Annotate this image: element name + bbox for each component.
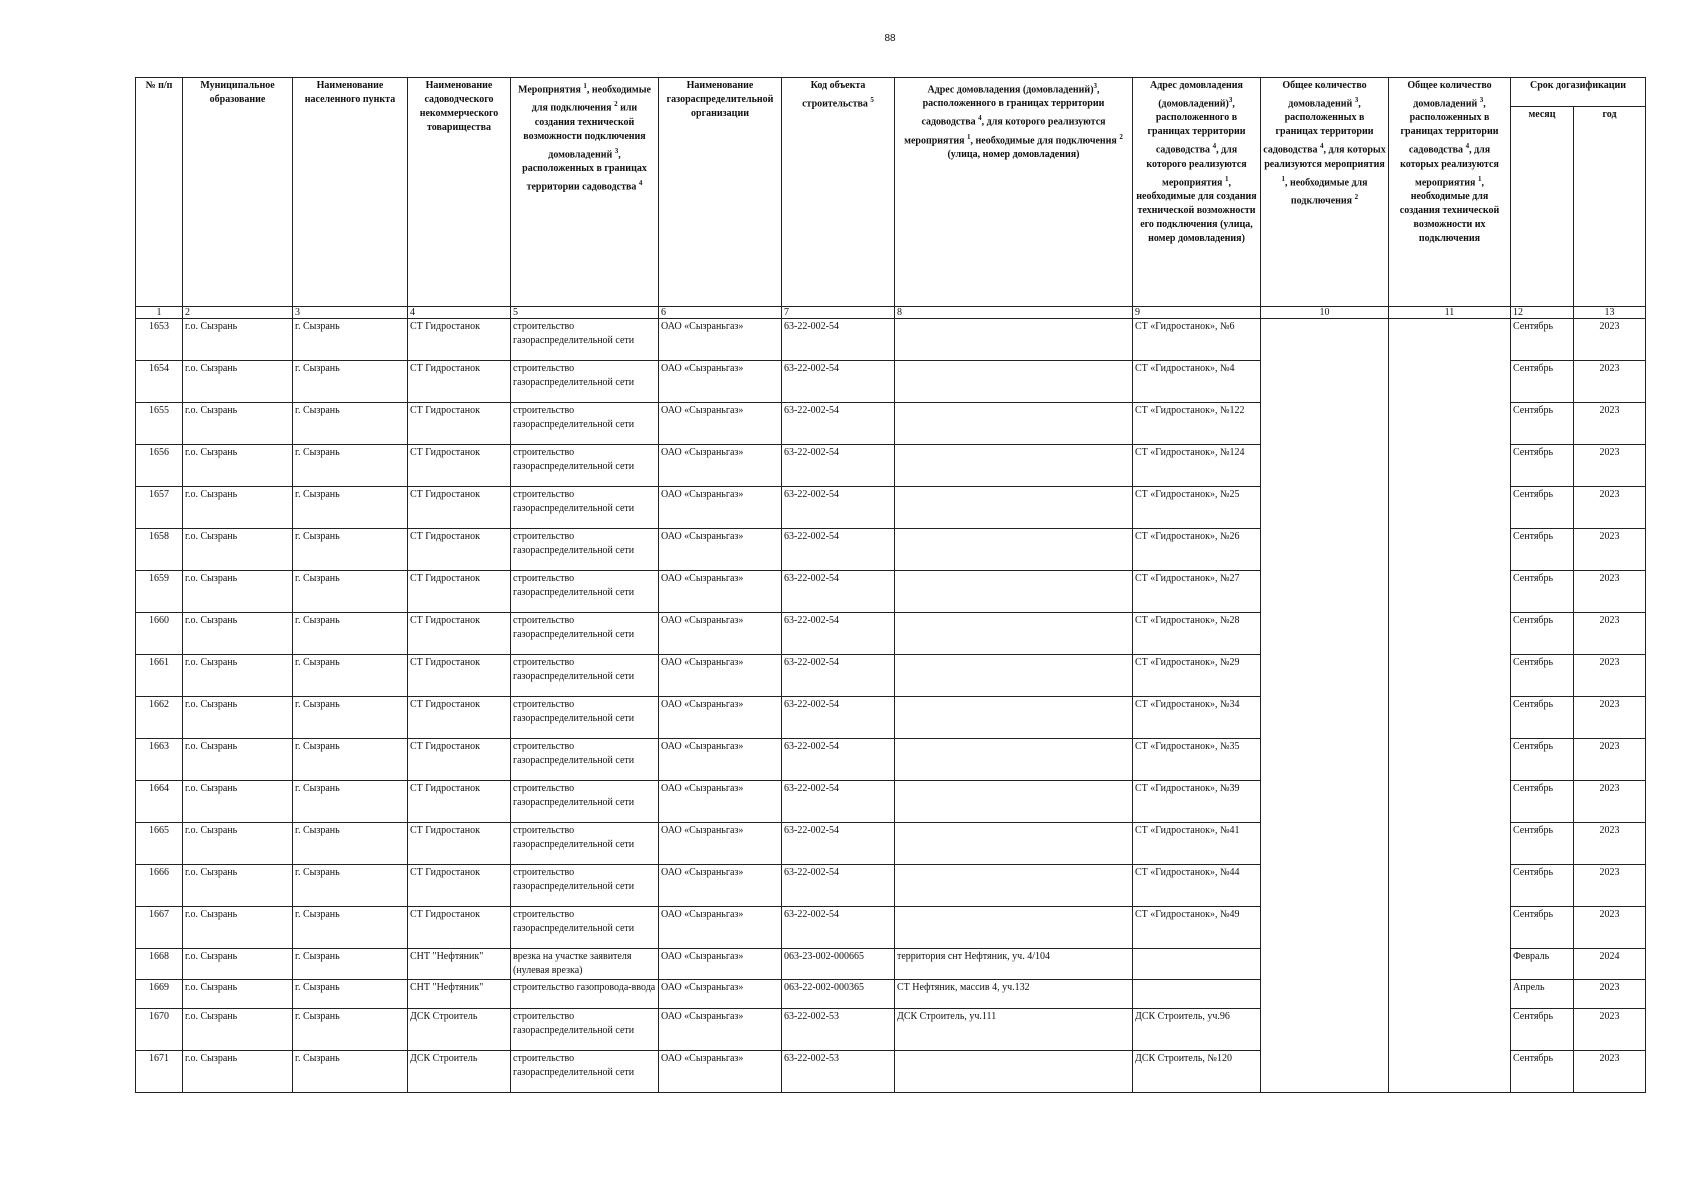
index-cell: 12 [1511,307,1574,319]
cell-municipality: г.о. Сызрань [183,613,293,655]
cell-row-number: 1658 [136,529,183,571]
cell-row-number: 1657 [136,487,183,529]
cell-object-code: 63-22-002-54 [782,403,895,445]
cell-technical-address: СТ «Гидростанок», №25 [1133,487,1261,529]
header-col-12: месяц [1511,107,1574,307]
cell-month: Сентябрь [1511,319,1574,361]
cell-settlement: г. Сызрань [293,823,408,865]
cell-connection-address [895,319,1133,361]
cell-municipality: г.о. Сызрань [183,529,293,571]
header-col-13: год [1574,107,1646,307]
cell-month: Сентябрь [1511,655,1574,697]
cell-row-number: 1671 [136,1051,183,1093]
cell-technical-address: СТ «Гидростанок», №44 [1133,865,1261,907]
cell-event-description: строительство газораспределительной сети [511,781,659,823]
cell-garden-partnership: СТ Гидростанок [408,361,511,403]
cell-municipality: г.о. Сызрань [183,361,293,403]
cell-technical-address: СТ «Гидростанок», №39 [1133,781,1261,823]
index-row [136,307,1646,319]
cell-municipality: г.о. Сызрань [183,571,293,613]
cell-garden-partnership: СТ Гидростанок [408,319,511,361]
cell-total-technical-count [1389,319,1511,1093]
cell-garden-partnership: ДСК Строитель [408,1009,511,1051]
cell-garden-partnership: СНТ "Нефтяник" [408,949,511,980]
cell-gas-organization: ОАО «Сызраньгаз» [659,361,782,403]
cell-event-description: строительство газораспределительной сети [511,403,659,445]
cell-technical-address: СТ «Гидростанок», №26 [1133,529,1261,571]
cell-garden-partnership: СТ Гидростанок [408,655,511,697]
cell-connection-address: ДСК Строитель, уч.111 [895,1009,1133,1051]
cell-year: 2023 [1574,403,1646,445]
cell-year: 2023 [1574,823,1646,865]
cell-object-code: 63-22-002-54 [782,571,895,613]
cell-event-description: строительство газораспределительной сети [511,739,659,781]
cell-total-connection-count [1261,319,1389,1093]
index-cell: 11 [1389,307,1511,319]
cell-garden-partnership: ДСК Строитель [408,1051,511,1093]
cell-month: Апрель [1511,980,1574,1009]
cell-garden-partnership: СТ Гидростанок [408,781,511,823]
cell-event-description: строительство газораспределительной сети [511,613,659,655]
cell-row-number: 1666 [136,865,183,907]
cell-settlement: г. Сызрань [293,697,408,739]
cell-gas-organization: ОАО «Сызраньгаз» [659,655,782,697]
cell-gas-organization: ОАО «Сызраньгаз» [659,949,782,980]
cell-settlement: г. Сызрань [293,361,408,403]
header-col-5: Мероприятия $^1$, необходимые для подключения $^2$ или создания технической возможности подключения домовладений $^3$, расположенных в границах территории садоводства $^4$ [511,78,659,307]
cell-gas-organization: ОАО «Сызраньгаз» [659,1009,782,1051]
cell-garden-partnership: СТ Гидростанок [408,823,511,865]
cell-technical-address: СТ «Гидростанок», №122 [1133,403,1261,445]
registry-table [135,77,1646,1093]
cell-year: 2023 [1574,865,1646,907]
cell-object-code: 63-22-002-53 [782,1051,895,1093]
cell-month: Сентябрь [1511,1051,1574,1093]
cell-month: Сентябрь [1511,613,1574,655]
cell-garden-partnership: СНТ "Нефтяник" [408,980,511,1009]
cell-event-description: строительство газораспределительной сети [511,1009,659,1051]
header-gasification-term: Срок догазификации [1511,78,1646,107]
cell-municipality: г.о. Сызрань [183,1009,293,1051]
cell-garden-partnership: СТ Гидростанок [408,739,511,781]
header-col-1: № п/п [136,78,183,307]
cell-month: Сентябрь [1511,781,1574,823]
cell-technical-address: СТ «Гидростанок», №29 [1133,655,1261,697]
cell-technical-address [1133,980,1261,1009]
cell-technical-address: СТ «Гидростанок», №27 [1133,571,1261,613]
cell-object-code: 63-22-002-54 [782,697,895,739]
cell-settlement: г. Сызрань [293,1009,408,1051]
cell-event-description: строительство газораспределительной сети [511,697,659,739]
page-number: 88 [884,33,896,44]
cell-event-description: строительство газораспределительной сети [511,445,659,487]
cell-object-code: 63-22-002-54 [782,613,895,655]
cell-event-description: строительство газораспределительной сети [511,319,659,361]
index-cell: 8 [895,307,1133,319]
cell-object-code: 63-22-002-54 [782,445,895,487]
cell-gas-organization: ОАО «Сызраньгаз» [659,487,782,529]
cell-connection-address [895,865,1133,907]
cell-gas-organization: ОАО «Сызраньгаз» [659,697,782,739]
cell-settlement: г. Сызрань [293,655,408,697]
cell-year: 2023 [1574,571,1646,613]
cell-municipality: г.о. Сызрань [183,739,293,781]
index-cell: 6 [659,307,782,319]
cell-municipality: г.о. Сызрань [183,403,293,445]
cell-connection-address [895,1051,1133,1093]
cell-gas-organization: ОАО «Сызраньгаз» [659,571,782,613]
table-body [136,319,1646,1093]
cell-row-number: 1653 [136,319,183,361]
cell-technical-address: ДСК Строитель, №120 [1133,1051,1261,1093]
index-cell: 1 [136,307,183,319]
cell-month: Сентябрь [1511,403,1574,445]
cell-settlement: г. Сызрань [293,403,408,445]
cell-month: Сентябрь [1511,571,1574,613]
cell-technical-address [1133,949,1261,980]
cell-garden-partnership: СТ Гидростанок [408,865,511,907]
cell-technical-address: СТ «Гидростанок», №28 [1133,613,1261,655]
cell-municipality: г.о. Сызрань [183,655,293,697]
cell-row-number: 1664 [136,781,183,823]
cell-month: Сентябрь [1511,487,1574,529]
cell-row-number: 1668 [136,949,183,980]
cell-object-code: 63-22-002-54 [782,781,895,823]
header-col-4: Наименование садоводческого некоммерческого товарищества [408,78,511,307]
cell-garden-partnership: СТ Гидростанок [408,613,511,655]
cell-municipality: г.о. Сызрань [183,823,293,865]
cell-year: 2023 [1574,697,1646,739]
cell-garden-partnership: СТ Гидростанок [408,529,511,571]
cell-municipality: г.о. Сызрань [183,781,293,823]
cell-settlement: г. Сызрань [293,1051,408,1093]
header-col-11: Общее количество домовладений $^3$, расположенных в границах территории садоводства $^4$, для которых реализуются мероприятия $^1$, необходимые для создания технической возможности их подключения [1389,78,1511,307]
cell-connection-address [895,403,1133,445]
cell-year: 2023 [1574,361,1646,403]
cell-month: Сентябрь [1511,1009,1574,1051]
cell-garden-partnership: СТ Гидростанок [408,403,511,445]
cell-technical-address: СТ «Гидростанок», №41 [1133,823,1261,865]
cell-year: 2023 [1574,613,1646,655]
cell-row-number: 1669 [136,980,183,1009]
cell-municipality: г.о. Сызрань [183,487,293,529]
cell-connection-address [895,571,1133,613]
header-col-7: Код объекта строительства $^5$ [782,78,895,307]
cell-row-number: 1660 [136,613,183,655]
cell-object-code: 63-22-002-54 [782,655,895,697]
cell-garden-partnership: СТ Гидростанок [408,907,511,949]
cell-event-description: строительство газораспределительной сети [511,823,659,865]
cell-municipality: г.о. Сызрань [183,445,293,487]
cell-month: Февраль [1511,949,1574,980]
cell-technical-address: СТ «Гидростанок», №49 [1133,907,1261,949]
cell-connection-address [895,361,1133,403]
header-col-3: Наименование населенного пункта [293,78,408,307]
cell-settlement: г. Сызрань [293,529,408,571]
cell-garden-partnership: СТ Гидростанок [408,571,511,613]
cell-settlement: г. Сызрань [293,781,408,823]
cell-object-code: 63-22-002-54 [782,907,895,949]
cell-connection-address: территория снт Нефтяник, уч. 4/104 [895,949,1133,980]
cell-technical-address: СТ «Гидростанок», №124 [1133,445,1261,487]
cell-month: Сентябрь [1511,361,1574,403]
cell-row-number: 1656 [136,445,183,487]
cell-object-code: 63-22-002-54 [782,361,895,403]
cell-event-description: строительство газораспределительной сети [511,487,659,529]
cell-object-code: 63-22-002-54 [782,823,895,865]
cell-municipality: г.о. Сызрань [183,1051,293,1093]
cell-year: 2023 [1574,1051,1646,1093]
header-row [136,78,1646,107]
cell-object-code: 063-22-002-000365 [782,980,895,1009]
cell-connection-address: СТ Нефтяник, массив 4, уч.132 [895,980,1133,1009]
cell-garden-partnership: СТ Гидростанок [408,445,511,487]
cell-event-description: строительство газопровода-ввода [511,980,659,1009]
cell-event-description: строительство газораспределительной сети [511,655,659,697]
cell-municipality: г.о. Сызрань [183,980,293,1009]
cell-gas-organization: ОАО «Сызраньгаз» [659,445,782,487]
cell-event-description: строительство газораспределительной сети [511,1051,659,1093]
cell-connection-address [895,445,1133,487]
cell-year: 2023 [1574,319,1646,361]
cell-object-code: 63-22-002-54 [782,319,895,361]
cell-object-code: 63-22-002-54 [782,487,895,529]
cell-year: 2024 [1574,949,1646,980]
cell-object-code: 63-22-002-53 [782,1009,895,1051]
cell-technical-address: СТ «Гидростанок», №4 [1133,361,1261,403]
cell-year: 2023 [1574,1009,1646,1051]
index-cell: 10 [1261,307,1389,319]
cell-settlement: г. Сызрань [293,907,408,949]
cell-year: 2023 [1574,739,1646,781]
cell-row-number: 1654 [136,361,183,403]
cell-gas-organization: ОАО «Сызраньгаз» [659,865,782,907]
cell-settlement: г. Сызрань [293,739,408,781]
cell-year: 2023 [1574,907,1646,949]
cell-technical-address: ДСК Строитель, уч.96 [1133,1009,1261,1051]
cell-row-number: 1662 [136,697,183,739]
cell-settlement: г. Сызрань [293,613,408,655]
cell-month: Сентябрь [1511,823,1574,865]
cell-event-description: врезка на участке заявителя (нулевая врезка) [511,949,659,980]
cell-gas-organization: ОАО «Сызраньгаз» [659,1051,782,1093]
cell-gas-organization: ОАО «Сызраньгаз» [659,529,782,571]
cell-garden-partnership: СТ Гидростанок [408,487,511,529]
cell-settlement: г. Сызрань [293,445,408,487]
cell-row-number: 1667 [136,907,183,949]
cell-connection-address [895,739,1133,781]
cell-year: 2023 [1574,980,1646,1009]
cell-gas-organization: ОАО «Сызраньгаз» [659,613,782,655]
cell-month: Сентябрь [1511,697,1574,739]
index-cell: 4 [408,307,511,319]
cell-settlement: г. Сызрань [293,319,408,361]
cell-year: 2023 [1574,781,1646,823]
cell-connection-address [895,487,1133,529]
cell-municipality: г.о. Сызрань [183,865,293,907]
header-col-2: Муниципальное образование [183,78,293,307]
cell-row-number: 1659 [136,571,183,613]
cell-settlement: г. Сызрань [293,949,408,980]
cell-row-number: 1655 [136,403,183,445]
cell-municipality: г.о. Сызрань [183,907,293,949]
cell-municipality: г.о. Сызрань [183,949,293,980]
table-row [136,319,1646,361]
cell-object-code: 63-22-002-54 [782,739,895,781]
cell-year: 2023 [1574,445,1646,487]
index-cell: 2 [183,307,293,319]
cell-event-description: строительство газораспределительной сети [511,865,659,907]
cell-connection-address [895,655,1133,697]
cell-settlement: г. Сызрань [293,571,408,613]
cell-event-description: строительство газораспределительной сети [511,529,659,571]
cell-gas-organization: ОАО «Сызраньгаз» [659,319,782,361]
cell-gas-organization: ОАО «Сызраньгаз» [659,907,782,949]
cell-event-description: строительство газораспределительной сети [511,361,659,403]
cell-gas-organization: ОАО «Сызраньгаз» [659,823,782,865]
cell-object-code: 063-23-002-000665 [782,949,895,980]
cell-event-description: строительство газораспределительной сети [511,907,659,949]
cell-technical-address: СТ «Гидростанок», №34 [1133,697,1261,739]
cell-connection-address [895,823,1133,865]
cell-year: 2023 [1574,487,1646,529]
cell-connection-address [895,529,1133,571]
cell-garden-partnership: СТ Гидростанок [408,697,511,739]
index-cell: 13 [1574,307,1646,319]
cell-gas-organization: ОАО «Сызраньгаз» [659,781,782,823]
cell-connection-address [895,697,1133,739]
header-col-9: Адрес домовладения (домовладений)$^3$, расположенного в границах территории садоводства $^4$, для которого реализуются мероприятия $^1$, необходимые для создания технической возможности его подключения (улица, номер домовладения) [1133,78,1261,307]
cell-month: Сентябрь [1511,529,1574,571]
cell-year: 2023 [1574,655,1646,697]
cell-municipality: г.о. Сызрань [183,697,293,739]
cell-row-number: 1670 [136,1009,183,1051]
cell-technical-address: СТ «Гидростанок», №6 [1133,319,1261,361]
cell-object-code: 63-22-002-54 [782,529,895,571]
cell-month: Сентябрь [1511,739,1574,781]
index-cell: 3 [293,307,408,319]
cell-connection-address [895,613,1133,655]
cell-municipality: г.о. Сызрань [183,319,293,361]
cell-gas-organization: ОАО «Сызраньгаз» [659,980,782,1009]
cell-row-number: 1661 [136,655,183,697]
cell-month: Сентябрь [1511,865,1574,907]
cell-settlement: г. Сызрань [293,980,408,1009]
header-col-8: Адрес домовладения (домовладений)$^3$, расположенного в границах территории садоводства $^4$, для которого реализуются мероприятия $^1$, необходимые для подключения $^2$ (улица, номер домовладения) [895,78,1133,307]
cell-technical-address: СТ «Гидростанок», №35 [1133,739,1261,781]
cell-month: Сентябрь [1511,907,1574,949]
cell-event-description: строительство газораспределительной сети [511,571,659,613]
index-cell: 7 [782,307,895,319]
cell-settlement: г. Сызрань [293,865,408,907]
cell-connection-address [895,781,1133,823]
cell-row-number: 1663 [136,739,183,781]
index-cell: 5 [511,307,659,319]
cell-settlement: г. Сызрань [293,487,408,529]
header-col-6: Наименование газораспределительной организации [659,78,782,307]
index-cell: 9 [1133,307,1261,319]
cell-gas-organization: ОАО «Сызраньгаз» [659,403,782,445]
header-col-10: Общее количество домовладений $^3$, расположенных в границах территории садоводства $^4$, для которых реализуются мероприятия $^1$, необходимые для подключения $^2$ [1261,78,1389,307]
cell-month: Сентябрь [1511,445,1574,487]
cell-year: 2023 [1574,529,1646,571]
cell-row-number: 1665 [136,823,183,865]
cell-connection-address [895,907,1133,949]
cell-gas-organization: ОАО «Сызраньгаз» [659,739,782,781]
cell-object-code: 63-22-002-54 [782,865,895,907]
